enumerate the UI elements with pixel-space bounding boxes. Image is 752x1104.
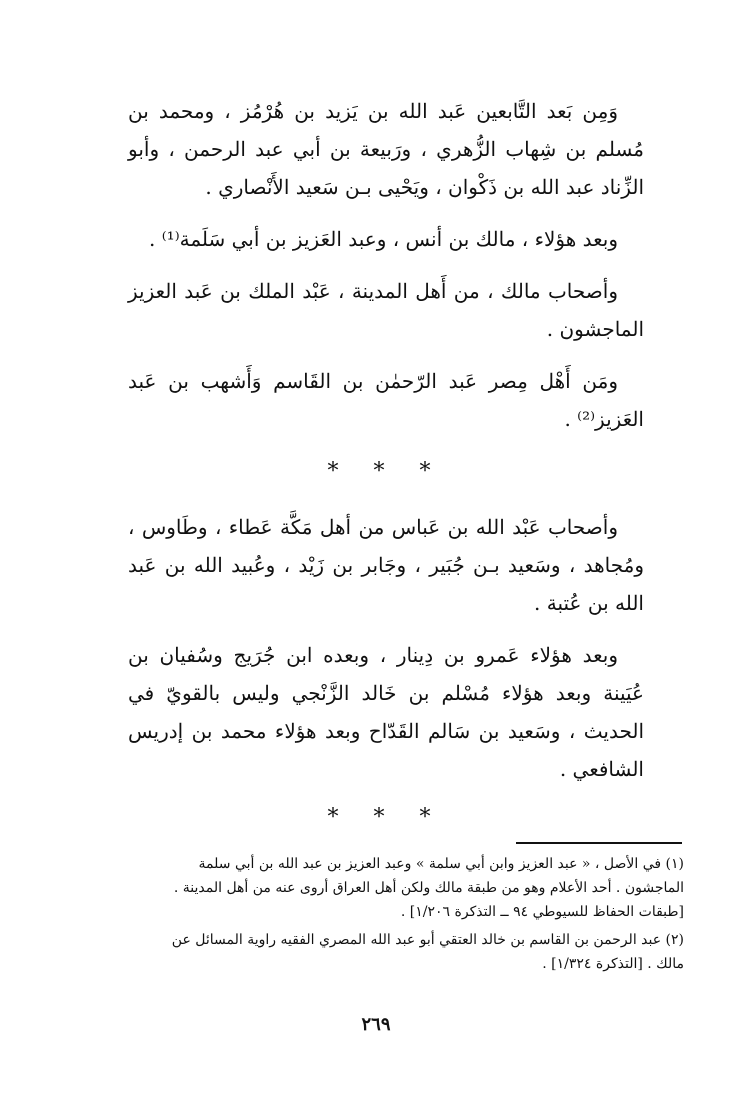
section-separator: * * *: [327, 459, 445, 484]
footnote-1: [128, 852, 684, 924]
footnote-line: (١) في الأصل ، « عبد العزيز وابن أبي سلمة » وعبد العزيز بن عبد الله بن أبي سلمة: [198, 856, 684, 872]
paragraph-tabiin: وَمِن بَعد التَّابعين عَبد الله بن يَزيد بن هُرْمُز ، ومحمد بن مُسلم بن شِهاب الزُّهري ، ورَبيعة بن أبي عبد الرحمن ، وأبو الزِّناد عبد الله بن ذَكْوان ، ويَحْيى بـن سَعيد الأَنْصاري .: [128, 99, 644, 199]
footnote-2: [128, 928, 684, 976]
footnote-line: مالك . [التذكرة ١/٣٢٤] .: [542, 956, 684, 972]
paragraph-misr: ومَن أَهْل مِصر عَبد الرّحمٰن بن القَاسم وَأَشهب بن عَبد العَزيز⁽²⁾ .: [128, 369, 644, 431]
footnote-line: الماجشون . أحد الأعلام وهو من طبقة مالك ولكن أهل العراق أروى عنه من أهل المدينة .: [173, 880, 684, 896]
footnotes: [128, 852, 684, 980]
footnote-line: [طبقات الحفاظ للسيوطي ٩٤ ــ التذكرة ١/٢٠٦] .: [400, 904, 684, 920]
paragraph-malik: وبعد هؤلاء ، مالك بن أنس ، وعبد العَزيز بن أبي سَلَمة⁽¹⁾ .: [149, 227, 618, 251]
paragraph-amr-ibn-dinar: وبعد هؤلاء عَمرو بن دِينار ، وبعده ابن جُرَيج وسُفيان بن عُيَينة وبعد هؤلاء مُسْلم بن خَالد الزَّنْجي وليس بالقويّ في الحديث ، وسَعيد بن سَالم القَدّاح وبعد هؤلاء محمد بن إدريس الشافعي .: [128, 643, 644, 781]
paragraph-ashab-malik: وأصحاب مالك ، من أَهل المدينة ، عَبْد الملك بن عَبد العزيز الماجشون .: [128, 279, 644, 341]
page-number: ٢٦٩: [361, 1014, 391, 1035]
section-separator-2: * * *: [327, 805, 445, 830]
main-text: [128, 92, 644, 854]
footnote-divider: [516, 842, 682, 844]
footnote-line: (٢) عبد الرحمن بن القاسم بن خالد العتقي أبو عبد الله المصري الفقيه راوية المسائل عن: [171, 932, 684, 948]
paragraph-ibn-abbas: وأصحاب عَبْد الله بن عَباس من أهل مَكَّة عَطاء ، وطَاوس ، ومُجاهد ، وسَعيد بـن جُبَير ، وجَابر بن زَيْد ، وعُبيد الله بن عَبد الله بن عُتبة .: [128, 515, 644, 615]
